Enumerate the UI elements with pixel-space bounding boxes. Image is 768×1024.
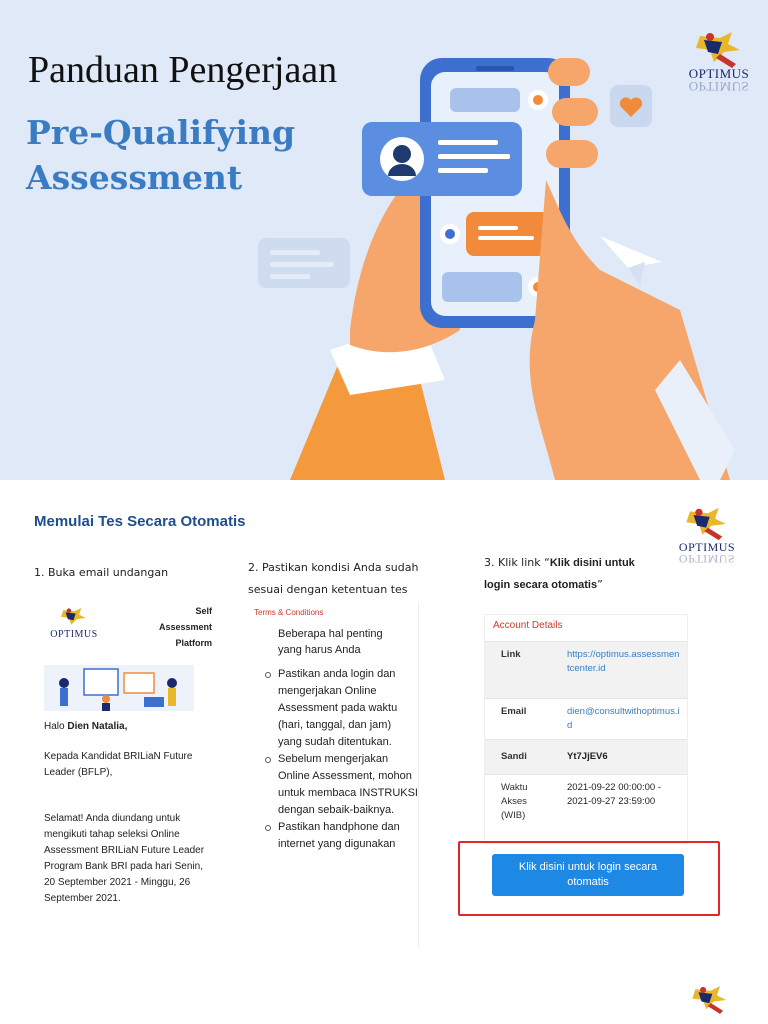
password-value: Yt7JjEV6 [567,751,608,762]
candidate-name: Dien Natalia, [67,721,128,732]
paper-plane-icon [600,236,662,268]
account-row-link [485,642,687,699]
optimus-runner-icon [672,504,742,544]
account-details-panel [484,614,688,844]
terms-and-conditions-panel [232,602,419,947]
instructions-slide [0,480,768,1024]
account-row-waktu [485,775,687,833]
email-greeting [44,719,214,735]
step-3-prefix: 3. Klik link “ [484,556,550,569]
account-row-sandi [485,740,687,775]
step-3-link-text: Klik disini untuk login secara otomatis [484,557,635,591]
step-3-instruction [484,552,664,596]
email-optimus-logo [44,605,104,645]
email-paragraph-2: Selamat! Anda diundang untuk mengikuti tahap seleksi Online Assessment BRILiaN Future Leader Program Bank BRI pada hari Senin, 20 September 2021 - Minggu, 26 September 2021. [44,813,205,904]
platform-line-1: Self [195,606,212,616]
terms-intro: Beberapa hal penting yang harus Anda [278,628,383,656]
optimus-logo-secondary [672,504,742,572]
slide-subtitle [26,110,295,200]
link-label: Link [501,649,521,660]
account-row-email [485,699,687,740]
platform-line-3: Platform [175,638,212,648]
logo-text: OPTIMUS [688,66,750,81]
user-avatar-icon [393,145,411,163]
optimus-runner-icon [52,605,96,631]
terms-label: Terms & Conditions [254,608,324,617]
logo-text: OPTIMUS [678,540,736,554]
logo-text-reflection: OPTIMUS [678,552,736,566]
account-details-header: Account Details [485,615,687,642]
optimus-runner-icon [680,980,740,1020]
email-label: Email [501,706,527,717]
title-slide [0,0,768,480]
email-logo-text: OPTIMUS [50,629,98,640]
email-body [44,719,214,921]
step-3-suffix: ” [597,578,603,591]
terms-item: Sebelum mengerjakan Online Assessment, mohon untuk membaca INSTRUKSI dengan sebaik-baiknya. [278,751,418,819]
step-2-instruction: 2. Pastikan kondisi Anda sudah sesuai dengan ketentuan tes [248,561,419,596]
slide-title: Panduan Pengerjaan [28,49,338,91]
logo-text-reflection: OPTIMUS [688,79,750,94]
step-1-instruction: 1. Buka email undangan [34,566,169,579]
email-invitation-preview [32,597,212,927]
subtitle-line-1: Pre-Qualifying [26,113,296,152]
login-link[interactable]: https://optimus.assessmentcenter.id [567,649,680,674]
subtitle-line-2: Assessment [26,158,243,197]
optimus-logo [680,28,758,96]
platform-name [122,603,212,651]
platform-line-2: Assessment [158,622,212,632]
email-value[interactable]: dien@consultwithoptimus.id [567,706,680,731]
terms-item: Pastikan anda login dan mengerjakan Online Assessment pada waktu (hari, tanggal, dan jam) yang sudah ditentukan. [278,666,418,751]
greeting-prefix: Halo [44,721,68,732]
auto-login-button[interactable]: Klik disini untuk login secara otomatis [492,854,684,896]
password-label: Sandi [501,751,527,762]
terms-list [258,666,418,853]
access-time-label: Waktu Akses (WIB) [501,782,528,821]
office-people-illustration [44,665,194,711]
terms-item: Pastikan handphone dan internet yang digunakan [278,819,418,853]
email-paragraph-1: Kepada Kandidat BRILiaN Future Leader (BFLP), [44,751,193,778]
access-time-value: 2021-09-22 00:00:00 - 2021-09-27 23:59:00 [567,782,662,807]
orange-chat-bubble [466,212,550,256]
section-title: Memulai Tes Secara Otomatis [34,513,246,530]
